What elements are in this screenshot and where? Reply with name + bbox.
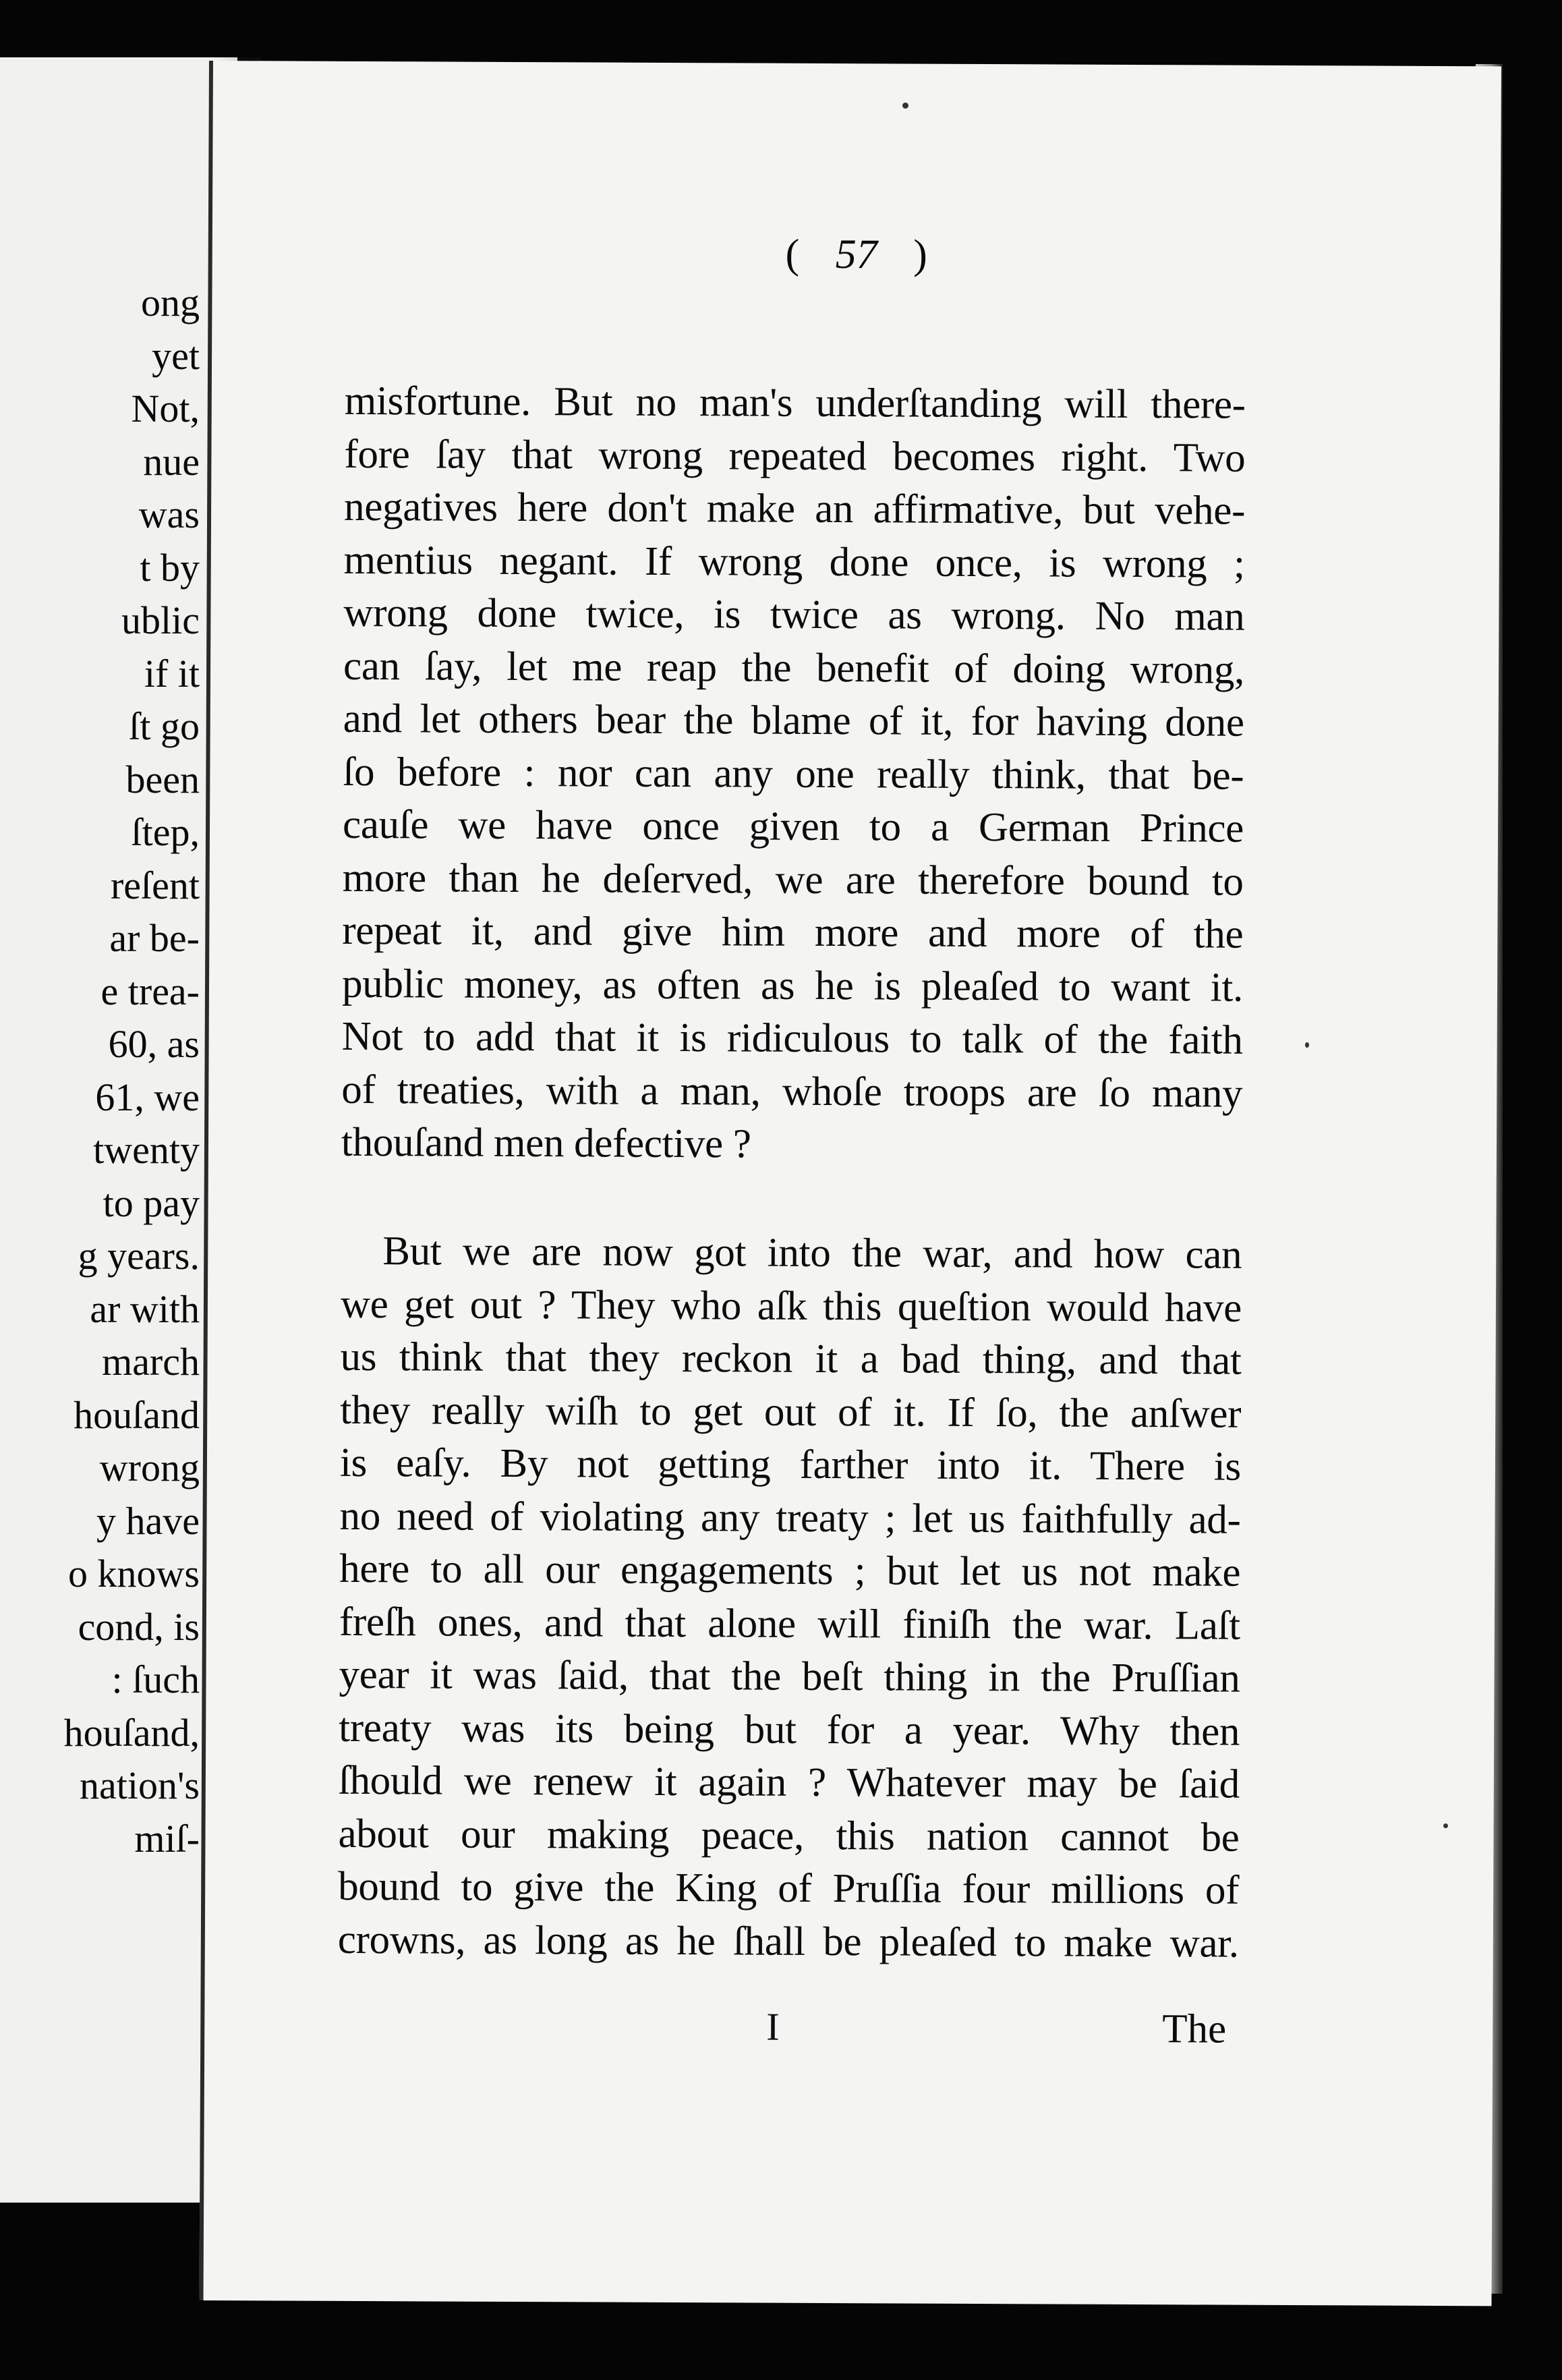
text-line: more than he deſerved, we are therefore bound to — [342, 855, 1244, 905]
text-line: ſo before : nor can any one really think, that be- — [343, 749, 1244, 799]
text-line: of treaties, with a man, whoſe troops are ſo many — [341, 1067, 1243, 1116]
text-line: wrong done twice, is twice as wrong. No man — [343, 590, 1245, 640]
left-page-line: ar with — [90, 1286, 200, 1331]
left-page-line: cond, is — [78, 1604, 200, 1649]
text-line: no need of violating any treaty ; let us faithfully ad- — [339, 1493, 1241, 1543]
left-page-line: 61, we — [95, 1075, 200, 1119]
left-page-line: to pay — [103, 1181, 200, 1225]
text-line: can ſay, let me reap the benefit of doing wrong, — [343, 643, 1245, 693]
left-page-line: march — [102, 1340, 200, 1384]
left-page-line: ſtep, — [131, 810, 200, 854]
text-line: they really wiſh to get out of it. If ſo, the anſwer — [340, 1387, 1242, 1437]
text-line: here to all our engagements ; but let us not make — [339, 1546, 1241, 1595]
left-page-line: ſt go — [129, 704, 200, 748]
text-line: mentius negant. If wrong done once, is wrong ; — [343, 537, 1245, 587]
left-page-line: ong — [141, 281, 200, 324]
scan-speck — [1443, 1823, 1448, 1828]
text-line: and let others bear the blame of it, for having done — [343, 696, 1244, 745]
text-line: we get out ? They who aſk this queſtion would have — [340, 1281, 1242, 1331]
left-page-line: nue — [143, 439, 200, 484]
page-number-paren-close: ) — [913, 231, 928, 278]
left-page-line: been — [125, 757, 200, 801]
text-line: misfortune. But no man's underſtanding will there- — [344, 378, 1246, 428]
text-line: treaty was its being but for a year. Why then — [339, 1705, 1240, 1755]
left-page-line: : ſuch — [111, 1658, 200, 1701]
text-line: us think that they reckon it a bad thing, and that — [340, 1334, 1242, 1384]
signature-mark: I — [766, 2004, 780, 2049]
text-line: repeat it, and give him more and more of the — [342, 907, 1244, 957]
left-page-line: y have — [96, 1498, 200, 1543]
text-line: bound to give the King of Pruſſia four millions of — [338, 1863, 1240, 1913]
text-line: freſh ones, and that alone will finiſh the war. Laſt — [339, 1599, 1241, 1649]
left-page-line: wrong — [99, 1446, 200, 1490]
catchword: The — [1162, 2006, 1227, 2052]
left-page-line: miſ- — [134, 1816, 200, 1861]
scan-speck — [1305, 1042, 1309, 1048]
text-line: public money, as often as he is pleaſed to want it. — [341, 961, 1244, 1011]
left-page-line: if it — [144, 651, 200, 696]
left-page-line: nation's — [80, 1763, 200, 1807]
left-page-line: ublic — [121, 598, 200, 642]
text-line: year it was ſaid, that the beſt thing in the Pruſſian — [339, 1651, 1240, 1701]
text-line: ſhould we renew it again ? Whatever may be ſaid — [338, 1757, 1240, 1807]
left-page-line: 60, as — [108, 1022, 200, 1066]
text-line: But we are now got into the war, and how can — [382, 1228, 1242, 1278]
left-page-line: was — [138, 492, 200, 536]
text-line: about our making peace, this nation cannot be — [338, 1811, 1240, 1861]
right-page — [200, 61, 1501, 2306]
text-line: is eaſy. By not getting farther into it. There is — [339, 1440, 1242, 1490]
text-line: crowns, as long as he ſhall be pleaſed to make war. — [337, 1917, 1239, 1966]
left-page-line: houſand — [74, 1392, 200, 1437]
left-page-line: g years. — [78, 1234, 200, 1278]
left-page-line: Not, — [131, 387, 200, 430]
text-line: cauſe we have once given to a German Prince — [342, 801, 1244, 851]
page-number: 57 — [835, 231, 877, 278]
text-line: thouſand men defective ? — [341, 1119, 751, 1167]
left-page-line: ar be- — [109, 916, 200, 960]
left-page-line: twenty — [93, 1128, 200, 1172]
left-page-line: reſent — [110, 863, 200, 907]
page-header — [212, 228, 1501, 281]
text-line: negatives here don't make an affirmative, but vehe- — [343, 484, 1246, 534]
text-line: Not to add that it is ridiculous to talk of the faith — [341, 1013, 1243, 1063]
page-number-paren-open: ( — [785, 231, 800, 277]
left-page-line: houſand, — [63, 1710, 200, 1755]
scan-speck — [902, 103, 908, 109]
left-page-line: e trea- — [100, 969, 200, 1013]
left-page-line: o knows — [68, 1552, 200, 1595]
left-page-line: yet — [152, 333, 200, 378]
text-line: fore ſay that wrong repeated becomes right. Two — [344, 431, 1246, 481]
left-page-line: t by — [140, 545, 200, 590]
